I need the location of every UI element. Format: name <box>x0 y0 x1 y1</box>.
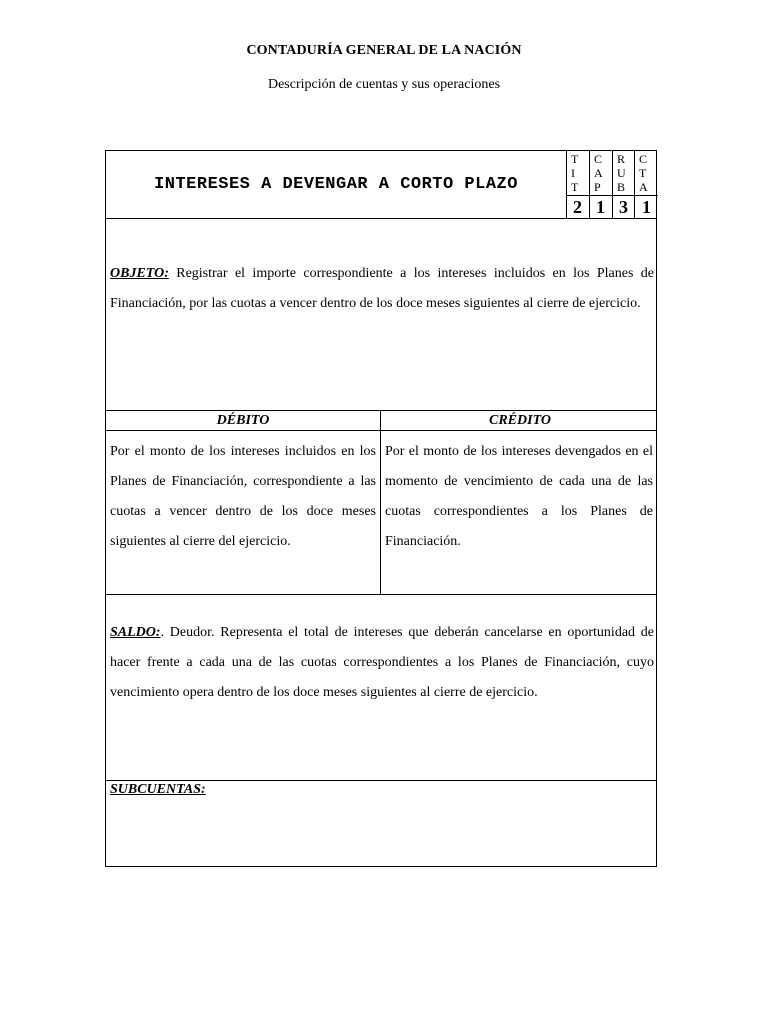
debito-text: Por el monto de los intereses incluidos en los Planes de Financiación, correspondiente a las cuotas a vencer dentro de los doce meses siguientes al cierre del ejercicio. <box>110 444 376 549</box>
code-label-tit <box>567 151 590 196</box>
credito-header: CRÉDITO <box>489 413 551 428</box>
code-letter: U <box>617 166 626 180</box>
page-subtitle: Descripción de cuentas y sus operaciones <box>267 77 501 92</box>
account-name: INTERESES A DEVENGAR A CORTO PLAZO <box>154 175 518 194</box>
credito-text: Por el monto de los intereses devengados en el momento de vencimiento de cada una de las cuotas correspondientes a los Planes de Financiación. <box>385 444 653 549</box>
code-digit-tit: 2 <box>573 197 582 217</box>
section-divider <box>106 218 656 219</box>
objeto-label: OBJETO: <box>110 266 169 281</box>
saldo-section <box>110 618 654 708</box>
subcuentas-section <box>110 781 654 799</box>
code-letter: T <box>639 166 647 180</box>
code-label-cta <box>635 151 658 196</box>
code-letter: A <box>594 166 603 180</box>
section-divider <box>106 410 656 411</box>
section-divider <box>106 594 656 595</box>
code-letter: C <box>639 152 648 166</box>
subcuentas-label: SUBCUENTAS: <box>110 782 206 797</box>
code-letter: I <box>571 166 575 180</box>
saldo-text: . Deudor. Representa el total de intereses que deberán cancelarse en oportunidad de hacer frente a cada una de las cuotas correspondientes a los Planes de Financiación, cuyo vencimiento opera dentro de los doce meses siguientes al cierre de ejercicio. <box>110 625 654 700</box>
code-label-rub <box>613 151 636 196</box>
page-title: CONTADURÍA GENERAL DE LA NACIÓN <box>246 43 522 58</box>
code-digit-rub: 3 <box>619 197 628 217</box>
code-label-cap <box>590 151 613 196</box>
code-digit-cap: 1 <box>596 197 605 217</box>
code-letter: T <box>571 180 579 194</box>
column-divider <box>380 410 381 594</box>
objeto-section <box>110 259 654 319</box>
objeto-text: Registrar el importe correspondiente a los intereses incluidos en los Planes de Financiación, por las cuotas a vencer dentro de los doce meses siguientes al cierre de ejercicio. <box>110 266 654 311</box>
section-divider <box>106 430 656 431</box>
debito-header: DÉBITO <box>216 413 270 428</box>
code-letter: A <box>639 180 648 194</box>
code-letter: P <box>594 180 601 194</box>
code-digit-cta: 1 <box>642 197 651 217</box>
code-letter: R <box>617 152 626 166</box>
saldo-label: SALDO: <box>110 625 161 640</box>
account-card <box>105 150 657 867</box>
code-letter: C <box>594 152 603 166</box>
code-letter: T <box>571 152 579 166</box>
code-letter: B <box>617 180 626 194</box>
